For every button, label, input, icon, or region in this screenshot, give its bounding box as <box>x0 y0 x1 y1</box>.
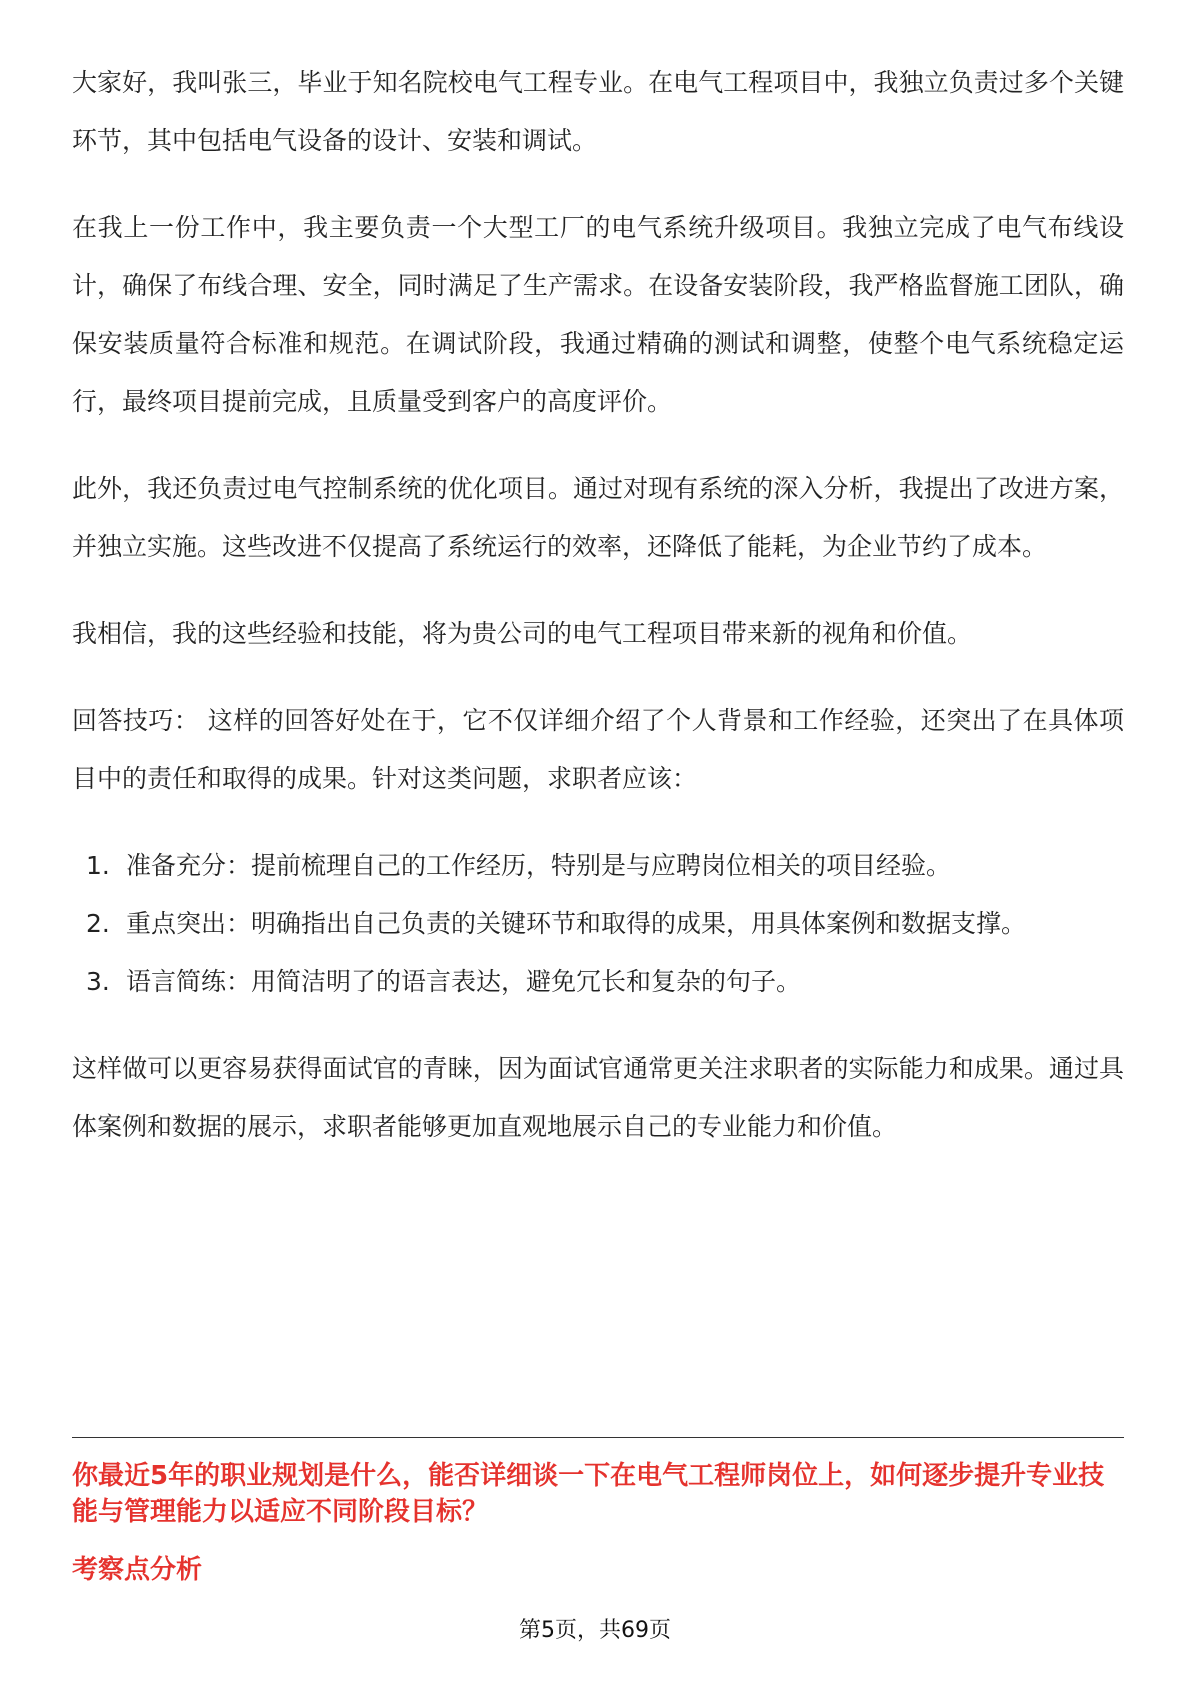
paragraph: 此外，我还负责过电气控制系统的优化项目。通过对现有系统的深入分析，我提出了改进方案，并独立实施。这些改进不仅提高了系统运行的效率，还降低了能耗，为企业节约了成本。 <box>72 474 1124 561</box>
divider <box>72 1437 1124 1438</box>
list-number: 2. <box>86 909 110 938</box>
closing-paragraph: 这样做可以更容易获得面试官的青睐，因为面试官通常更关注求职者的实际能力和成果。通过具体案例和数据的展示，求职者能够更加直观地展示自己的专业能力和价值。 <box>72 1054 1124 1141</box>
list-item <box>72 953 1124 1011</box>
paragraph: 大家好，我叫张三，毕业于知名院校电气工程专业。在电气工程项目中，我独立负责过多个关键环节，其中包括电气设备的设计、安装和调试。 <box>72 68 1124 155</box>
list-item <box>72 895 1124 953</box>
list-number: 1. <box>86 851 110 880</box>
list-item <box>72 837 1124 895</box>
list-number: 3. <box>86 967 110 996</box>
document-body <box>72 54 1124 1185</box>
page-footer: 第5页，共69页 <box>0 1616 1190 1646</box>
question-heading: 你最近5年的职业规划是什么，能否详细谈一下在电气工程师岗位上，如何逐步提升专业技能与管理能力以适应不同阶段目标？ <box>72 1461 1105 1527</box>
section-heading: 考察点分析 <box>72 1555 203 1585</box>
paragraph: 回答技巧： 这样的回答好处在于，它不仅详细介绍了个人背景和工作经验，还突出了在具体项目中的责任和取得的成果。针对这类问题，求职者应该： <box>72 706 1124 793</box>
list-text: 语言简练：用简洁明了的语言表达，避免冗长和复杂的句子。 <box>126 967 802 996</box>
paragraph: 在我上一份工作中，我主要负责一个大型工厂的电气系统升级项目。我独立完成了电气布线设计，确保了布线合理、安全，同时满足了生产需求。在设备安装阶段，我严格监督施工团队，确保安装质量符合标准和规范。在调试阶段，我通过精确的测试和调整，使整个电气系统稳定运行，最终项目提前完成，且质量受到客户的高度评价。 <box>72 213 1124 416</box>
list-text: 重点突出：明确指出自己负责的关键环节和取得的成果，用具体案例和数据支撑。 <box>126 909 1027 938</box>
list-text: 准备充分：提前梳理自己的工作经历，特别是与应聘岗位相关的项目经验。 <box>126 851 952 880</box>
paragraph: 我相信，我的这些经验和技能，将为贵公司的电气工程项目带来新的视角和价值。 <box>72 619 973 648</box>
tips-list <box>72 837 1124 1011</box>
